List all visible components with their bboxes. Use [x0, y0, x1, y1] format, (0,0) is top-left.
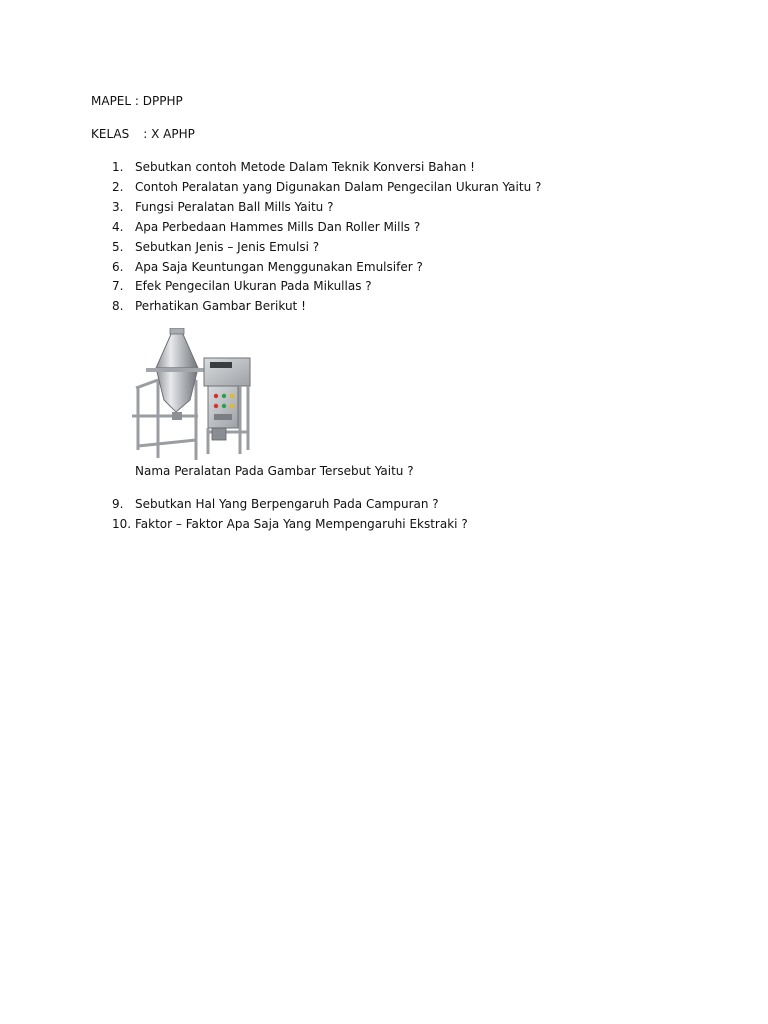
- question-text: Sebutkan contoh Metode Dalam Teknik Konversi Bahan !: [135, 160, 475, 174]
- question-number: 8.: [112, 299, 124, 313]
- question-text: Fungsi Peralatan Ball Mills Yaitu ?: [135, 200, 334, 214]
- question-item: [112, 299, 306, 313]
- double-cone-mixer-illustration: [128, 328, 252, 464]
- question-text: Apa Saja Keuntungan Menggunakan Emulsifer ?: [135, 260, 423, 274]
- question-number: 7.: [112, 279, 124, 293]
- question-number: 1.: [112, 160, 124, 174]
- question-item: [112, 260, 423, 274]
- question-number: 10.: [112, 517, 132, 531]
- question-text: Contoh Peralatan yang Digunakan Dalam Pengecilan Ukuran Yaitu ?: [135, 180, 542, 194]
- figure-caption: Nama Peralatan Pada Gambar Tersebut Yaitu ?: [135, 464, 414, 478]
- question-item: [112, 180, 541, 194]
- question-number: 9.: [112, 497, 124, 511]
- question-item: [112, 240, 319, 254]
- question-text: Perhatikan Gambar Berikut !: [135, 299, 306, 313]
- question-text: Apa Perbedaan Hammes Mills Dan Roller Mills ?: [135, 220, 421, 234]
- mapel-heading: MAPEL : DPPHP: [91, 94, 183, 108]
- question-item: [112, 517, 468, 531]
- question-item: [112, 200, 333, 214]
- question-number: 4.: [112, 220, 124, 234]
- question-item: [112, 279, 372, 293]
- question-text: Faktor – Faktor Apa Saja Yang Mempengaruhi Ekstraki ?: [135, 517, 468, 531]
- mixer-machine-image: [128, 328, 252, 464]
- question-number: 3.: [112, 200, 124, 214]
- kelas-heading: [91, 127, 195, 141]
- question-item: [112, 497, 439, 511]
- question-item: [112, 160, 475, 174]
- question-number: 6.: [112, 260, 124, 274]
- question-text: Sebutkan Hal Yang Berpengaruh Pada Campuran ?: [135, 497, 439, 511]
- question-number: 2.: [112, 180, 124, 194]
- question-text: Sebutkan Jenis – Jenis Emulsi ?: [135, 240, 320, 254]
- kelas-label: KELAS: [91, 127, 130, 141]
- question-item: [112, 220, 420, 234]
- question-text: Efek Pengecilan Ukuran Pada Mikullas ?: [135, 279, 372, 293]
- kelas-value: : X APHP: [143, 127, 195, 141]
- question-number: 5.: [112, 240, 124, 254]
